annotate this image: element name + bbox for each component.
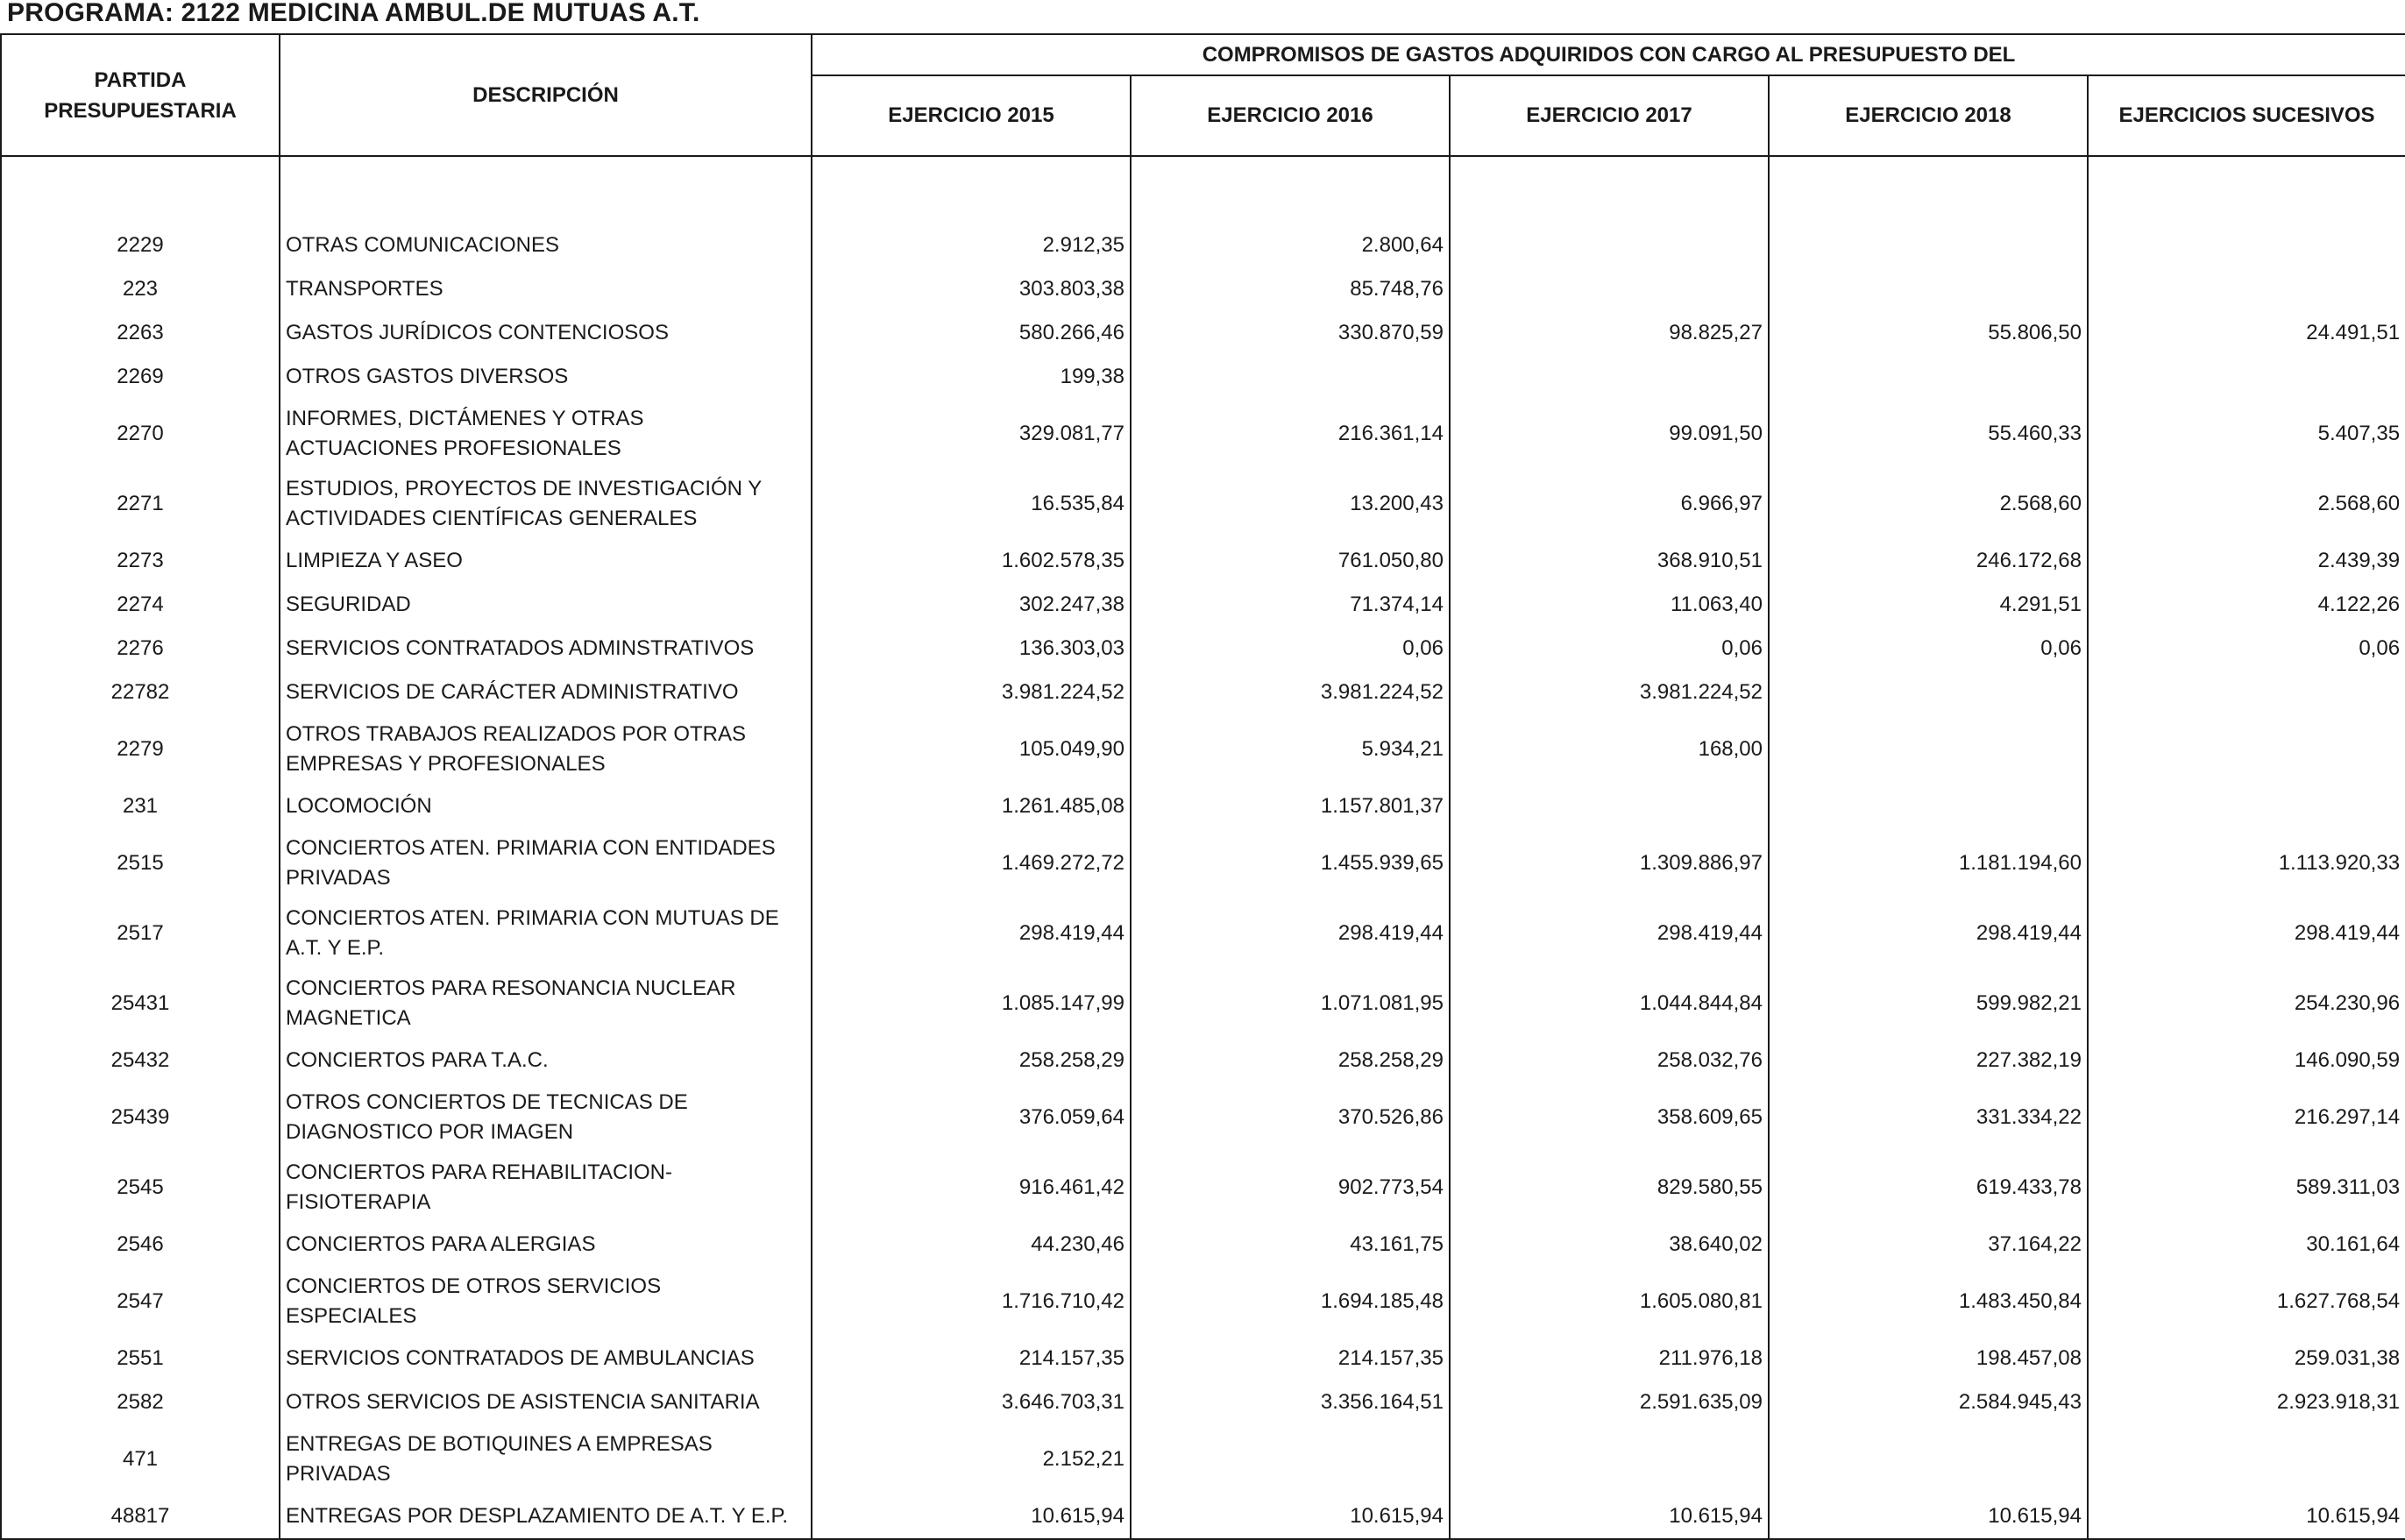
descripcion-line: EMPRESAS Y PROFESIONALES: [286, 752, 606, 776]
amount-cell-2015: 580.266,46: [812, 311, 1131, 355]
amount-cell-2017: 6.966,97: [1450, 469, 1769, 539]
partida-cell: 2582: [1, 1380, 280, 1424]
amount-cell-2017: 99.091,50: [1450, 399, 1769, 469]
amount-cell-2016: 5.934,21: [1131, 714, 1450, 784]
partida-cell: 2546: [1, 1223, 280, 1267]
amount-cell-sucesivos: 2.923.918,31: [2088, 1380, 2405, 1424]
amount-cell-sucesivos: [2088, 714, 2405, 784]
amount-cell-sucesivos: 1.113.920,33: [2088, 828, 2405, 898]
table-row: [1, 399, 2405, 469]
partida-cell: 22782: [1, 671, 280, 714]
descripcion-line: ESTUDIOS, PROYECTOS DE INVESTIGACIÓN Y: [286, 477, 763, 500]
amount-cell-2018: 10.615,94: [1769, 1494, 2088, 1539]
amount-cell-sucesivos: [2088, 671, 2405, 714]
amount-cell-2017: 2.591.635,09: [1450, 1380, 1769, 1424]
table-row: [1, 355, 2405, 399]
table-row: [1, 583, 2405, 627]
budget-commitments-table: [0, 33, 2405, 1540]
descripcion-cell: [280, 784, 812, 828]
amount-cell-2016: 330.870,59: [1131, 311, 1450, 355]
descripcion-cell: [280, 469, 812, 539]
amount-cell-2018: [1769, 355, 2088, 399]
amount-cell-sucesivos: [2088, 267, 2405, 311]
amount-cell-2018: 37.164,22: [1769, 1223, 2088, 1267]
amount-cell-2017: 368.910,51: [1450, 539, 1769, 583]
descripcion-cell: [280, 1082, 812, 1153]
amount-cell-2018: 298.419,44: [1769, 898, 2088, 969]
amount-cell-2017: [1450, 784, 1769, 828]
amount-cell-2016: 902.773,54: [1131, 1153, 1450, 1223]
amount-cell-sucesivos: 5.407,35: [2088, 399, 2405, 469]
amount-cell-2018: 331.334,22: [1769, 1082, 2088, 1153]
amount-cell-2018: [1769, 784, 2088, 828]
descripcion-cell: [280, 1424, 812, 1494]
amount-cell-2015: 258.258,29: [812, 1039, 1131, 1082]
amount-cell-2015: 2.152,21: [812, 1424, 1131, 1494]
table-row: [1, 1039, 2405, 1082]
amount-cell-sucesivos: 216.297,14: [2088, 1082, 2405, 1153]
amount-cell-2016: 258.258,29: [1131, 1039, 1450, 1082]
descripcion-line: PRIVADAS: [286, 1462, 391, 1486]
amount-cell-2016: [1131, 1424, 1450, 1494]
table-row: [1, 714, 2405, 784]
amount-cell-2015: 376.059,64: [812, 1082, 1131, 1153]
descripcion-cell: [280, 671, 812, 714]
descripcion-line: SEGURIDAD: [286, 593, 411, 616]
amount-cell-2017: 11.063,40: [1450, 583, 1769, 627]
amount-cell-sucesivos: 1.627.768,54: [2088, 1267, 2405, 1337]
table-row: [1, 224, 2405, 267]
amount-cell-2018: [1769, 1424, 2088, 1494]
descripcion-cell: [280, 355, 812, 399]
amount-cell-2016: 85.748,76: [1131, 267, 1450, 311]
descripcion-line: OTROS SERVICIOS DE ASISTENCIA SANITARIA: [286, 1390, 760, 1414]
amount-cell-2015: 1.602.578,35: [812, 539, 1131, 583]
descripcion-line: ACTUACIONES PROFESIONALES: [286, 436, 621, 460]
amount-cell-sucesivos: 298.419,44: [2088, 898, 2405, 969]
descripcion-line: ESPECIALES: [286, 1304, 417, 1328]
amount-cell-2015: 214.157,35: [812, 1337, 1131, 1380]
amount-cell-2015: 298.419,44: [812, 898, 1131, 969]
year-header-2016: EJERCICIO 2016: [1131, 75, 1450, 156]
partida-cell: 2279: [1, 714, 280, 784]
descripcion-cell: [280, 583, 812, 627]
amount-cell-2018: 2.568,60: [1769, 469, 2088, 539]
descripcion-line: CONCIERTOS DE OTROS SERVICIOS: [286, 1274, 662, 1298]
amount-cell-2017: 1.309.886,97: [1450, 828, 1769, 898]
descripcion-line: LIMPIEZA Y ASEO: [286, 549, 463, 572]
amount-cell-2015: 199,38: [812, 355, 1131, 399]
table-row: [1, 784, 2405, 828]
amount-cell-2015: 1.716.710,42: [812, 1267, 1131, 1337]
partida-column-header: [1, 34, 280, 156]
amount-cell-sucesivos: 2.568,60: [2088, 469, 2405, 539]
partida-header-line2: PRESUPUESTARIA: [44, 98, 237, 123]
amount-cell-2017: 829.580,55: [1450, 1153, 1769, 1223]
amount-cell-2018: 619.433,78: [1769, 1153, 2088, 1223]
amount-cell-2015: 10.615,94: [812, 1494, 1131, 1539]
amount-cell-2016: 1.694.185,48: [1131, 1267, 1450, 1337]
spacer-row: [1, 156, 2405, 224]
amount-cell-2017: 211.976,18: [1450, 1337, 1769, 1380]
descripcion-line: PRIVADAS: [286, 866, 391, 890]
amount-cell-2015: 303.803,38: [812, 267, 1131, 311]
descripcion-cell: [280, 714, 812, 784]
year-header-2018: EJERCICIO 2018: [1769, 75, 2088, 156]
partida-cell: 25431: [1, 969, 280, 1039]
descripcion-cell: [280, 1267, 812, 1337]
descripcion-line: ENTREGAS DE BOTIQUINES A EMPRESAS: [286, 1432, 713, 1456]
amount-cell-sucesivos: [2088, 355, 2405, 399]
partida-cell: 471: [1, 1424, 280, 1494]
descripcion-line: GASTOS JURÍDICOS CONTENCIOSOS: [286, 321, 669, 344]
descripcion-cell: [280, 267, 812, 311]
amount-cell-2016: [1131, 355, 1450, 399]
amount-cell-2015: 916.461,42: [812, 1153, 1131, 1223]
partida-cell: 2271: [1, 469, 280, 539]
descripcion-line: OTROS TRABAJOS REALIZADOS POR OTRAS: [286, 722, 746, 746]
descripcion-cell: [280, 1380, 812, 1424]
page-title: PROGRAMA: 2122 MEDICINA AMBUL.DE MUTUAS A.T.: [7, 0, 700, 27]
descripcion-line: CONCIERTOS PARA ALERGIAS: [286, 1232, 596, 1256]
partida-header-line1: PARTIDA: [94, 67, 187, 92]
amount-cell-2016: 71.374,14: [1131, 583, 1450, 627]
descripcion-line: INFORMES, DICTÁMENES Y OTRAS: [286, 407, 644, 430]
amount-cell-sucesivos: [2088, 224, 2405, 267]
descripcion-cell: [280, 1223, 812, 1267]
partida-cell: 2269: [1, 355, 280, 399]
amount-cell-2015: 1.085.147,99: [812, 969, 1131, 1039]
amount-cell-2016: 10.615,94: [1131, 1494, 1450, 1539]
descripcion-line: ACTIVIDADES CIENTÍFICAS GENERALES: [286, 507, 698, 530]
table-row: [1, 539, 2405, 583]
amount-cell-2015: 136.303,03: [812, 627, 1131, 671]
amount-cell-2016: 1.071.081,95: [1131, 969, 1450, 1039]
amount-cell-sucesivos: 24.491,51: [2088, 311, 2405, 355]
descripcion-line: SERVICIOS CONTRATADOS DE AMBULANCIAS: [286, 1346, 755, 1370]
amount-cell-2016: 370.526,86: [1131, 1082, 1450, 1153]
table-row: [1, 1267, 2405, 1337]
amount-cell-sucesivos: 254.230,96: [2088, 969, 2405, 1039]
amount-cell-sucesivos: [2088, 784, 2405, 828]
amount-cell-sucesivos: 4.122,26: [2088, 583, 2405, 627]
amount-cell-2015: 2.912,35: [812, 224, 1131, 267]
amount-cell-2015: 3.981.224,52: [812, 671, 1131, 714]
amount-cell-2016: 3.356.164,51: [1131, 1380, 1450, 1424]
descripcion-line: OTROS GASTOS DIVERSOS: [286, 365, 569, 388]
descripcion-cell: [280, 539, 812, 583]
amount-cell-2016: 1.455.939,65: [1131, 828, 1450, 898]
table-row: [1, 311, 2405, 355]
descripcion-cell: [280, 311, 812, 355]
amount-cell-2015: 1.469.272,72: [812, 828, 1131, 898]
partida-cell: 2270: [1, 399, 280, 469]
table-row: [1, 1153, 2405, 1223]
amount-cell-2015: 3.646.703,31: [812, 1380, 1131, 1424]
table-row: [1, 898, 2405, 969]
amount-cell-2017: 3.981.224,52: [1450, 671, 1769, 714]
amount-cell-2016: 3.981.224,52: [1131, 671, 1450, 714]
amount-cell-2015: 329.081,77: [812, 399, 1131, 469]
table-row: [1, 1424, 2405, 1494]
amount-cell-2017: [1450, 355, 1769, 399]
descripcion-cell: [280, 828, 812, 898]
partida-cell: 2273: [1, 539, 280, 583]
amount-cell-2017: 258.032,76: [1450, 1039, 1769, 1082]
amount-cell-2017: 298.419,44: [1450, 898, 1769, 969]
amount-cell-sucesivos: 259.031,38: [2088, 1337, 2405, 1380]
amount-cell-2018: 198.457,08: [1769, 1337, 2088, 1380]
amount-cell-2017: 358.609,65: [1450, 1082, 1769, 1153]
descripcion-line: CONCIERTOS PARA REHABILITACION-: [286, 1160, 672, 1184]
amount-cell-2018: [1769, 714, 2088, 784]
amount-cell-2017: 1.044.844,84: [1450, 969, 1769, 1039]
amount-cell-2015: 302.247,38: [812, 583, 1131, 627]
amount-cell-2017: [1450, 267, 1769, 311]
amount-cell-2017: [1450, 1424, 1769, 1494]
amount-cell-2015: 1.261.485,08: [812, 784, 1131, 828]
partida-cell: 2515: [1, 828, 280, 898]
descripcion-column-header: DESCRIPCIÓN: [280, 34, 812, 156]
partida-cell: 48817: [1, 1494, 280, 1539]
amount-cell-2018: [1769, 671, 2088, 714]
partida-cell: 2274: [1, 583, 280, 627]
table-row: [1, 1337, 2405, 1380]
descripcion-line: CONCIERTOS ATEN. PRIMARIA CON ENTIDADES: [286, 836, 776, 860]
amount-cell-2015: 44.230,46: [812, 1223, 1131, 1267]
amount-cell-2018: [1769, 224, 2088, 267]
year-header-sucesivos: EJERCICIOS SUCESIVOS: [2088, 75, 2405, 156]
table-row: [1, 627, 2405, 671]
amount-cell-sucesivos: 2.439,39: [2088, 539, 2405, 583]
amount-cell-2018: 1.483.450,84: [1769, 1267, 2088, 1337]
amount-cell-sucesivos: 589.311,03: [2088, 1153, 2405, 1223]
amount-cell-2015: 105.049,90: [812, 714, 1131, 784]
partida-cell: 223: [1, 267, 280, 311]
descripcion-line: OTROS CONCIERTOS DE TECNICAS DE: [286, 1090, 688, 1114]
amount-cell-2017: 10.615,94: [1450, 1494, 1769, 1539]
amount-cell-2017: 38.640,02: [1450, 1223, 1769, 1267]
amount-cell-2018: 0,06: [1769, 627, 2088, 671]
descripcion-line: FISIOTERAPIA: [286, 1190, 431, 1214]
table-row: [1, 969, 2405, 1039]
amount-cell-2018: 1.181.194,60: [1769, 828, 2088, 898]
amount-cell-2018: 246.172,68: [1769, 539, 2088, 583]
table-row: [1, 828, 2405, 898]
partida-cell: 2263: [1, 311, 280, 355]
table-row: [1, 1223, 2405, 1267]
amount-cell-2017: 1.605.080,81: [1450, 1267, 1769, 1337]
descripcion-cell: [280, 399, 812, 469]
table-row: [1, 267, 2405, 311]
table-row: [1, 1494, 2405, 1539]
amount-cell-sucesivos: [2088, 1424, 2405, 1494]
year-header-2015: EJERCICIO 2015: [812, 75, 1131, 156]
amount-cell-sucesivos: 146.090,59: [2088, 1039, 2405, 1082]
amount-cell-2018: 55.806,50: [1769, 311, 2088, 355]
partida-cell: 2547: [1, 1267, 280, 1337]
descripcion-cell: [280, 1153, 812, 1223]
descripcion-line: CONCIERTOS ATEN. PRIMARIA CON MUTUAS DE: [286, 906, 779, 930]
partida-cell: 2551: [1, 1337, 280, 1380]
descripcion-line: MAGNETICA: [286, 1006, 411, 1030]
descripcion-line: SERVICIOS DE CARÁCTER ADMINISTRATIVO: [286, 680, 739, 704]
amount-cell-2016: 0,06: [1131, 627, 1450, 671]
descripcion-line: CONCIERTOS PARA T.A.C.: [286, 1048, 549, 1072]
table-row: [1, 671, 2405, 714]
partida-cell: 2517: [1, 898, 280, 969]
descripcion-line: DIAGNOSTICO POR IMAGEN: [286, 1120, 574, 1144]
partida-cell: 2276: [1, 627, 280, 671]
amount-cell-sucesivos: 30.161,64: [2088, 1223, 2405, 1267]
descripcion-cell: [280, 969, 812, 1039]
descripcion-cell: [280, 1039, 812, 1082]
partida-cell: 25432: [1, 1039, 280, 1082]
amount-cell-2016: 13.200,43: [1131, 469, 1450, 539]
amount-cell-2018: 227.382,19: [1769, 1039, 2088, 1082]
amount-cell-2016: 216.361,14: [1131, 399, 1450, 469]
amount-cell-2016: 1.157.801,37: [1131, 784, 1450, 828]
amount-cell-2016: 2.800,64: [1131, 224, 1450, 267]
amount-cell-2016: 214.157,35: [1131, 1337, 1450, 1380]
descripcion-cell: [280, 1494, 812, 1539]
table-row: [1, 1082, 2405, 1153]
descripcion-cell: [280, 898, 812, 969]
descripcion-cell: [280, 224, 812, 267]
descripcion-line: A.T. Y E.P.: [286, 936, 385, 960]
amount-cell-2017: 98.825,27: [1450, 311, 1769, 355]
amount-cell-2017: [1450, 224, 1769, 267]
amount-cell-2018: 4.291,51: [1769, 583, 2088, 627]
amount-cell-2017: 168,00: [1450, 714, 1769, 784]
amount-cell-2016: 761.050,80: [1131, 539, 1450, 583]
amount-cell-2018: 2.584.945,43: [1769, 1380, 2088, 1424]
amount-cell-sucesivos: 0,06: [2088, 627, 2405, 671]
partida-cell: 231: [1, 784, 280, 828]
partida-cell: 25439: [1, 1082, 280, 1153]
descripcion-cell: [280, 627, 812, 671]
year-header-2017: EJERCICIO 2017: [1450, 75, 1769, 156]
amount-cell-sucesivos: 10.615,94: [2088, 1494, 2405, 1539]
compromisos-group-header: COMPROMISOS DE GASTOS ADQUIRIDOS CON CARGO AL PRESUPUESTO DEL: [812, 34, 2405, 75]
descripcion-line: LOCOMOCIÓN: [286, 794, 432, 818]
descripcion-line: TRANSPORTES: [286, 277, 443, 301]
table-body: [1, 156, 2405, 1539]
table-row: [1, 469, 2405, 539]
amount-cell-2018: 55.460,33: [1769, 399, 2088, 469]
amount-cell-2016: 298.419,44: [1131, 898, 1450, 969]
partida-cell: 2545: [1, 1153, 280, 1223]
amount-cell-2015: 16.535,84: [812, 469, 1131, 539]
descripcion-line: CONCIERTOS PARA RESONANCIA NUCLEAR: [286, 976, 736, 1000]
amount-cell-2018: [1769, 267, 2088, 311]
descripcion-cell: [280, 1337, 812, 1380]
amount-cell-2017: 0,06: [1450, 627, 1769, 671]
descripcion-line: ENTREGAS POR DESPLAZAMIENTO DE A.T. Y E.P.: [286, 1504, 789, 1528]
table-row: [1, 1380, 2405, 1424]
partida-cell: 2229: [1, 224, 280, 267]
descripcion-line: OTRAS COMUNICACIONES: [286, 233, 560, 257]
descripcion-line: SERVICIOS CONTRATADOS ADMINSTRATIVOS: [286, 636, 755, 660]
amount-cell-2016: 43.161,75: [1131, 1223, 1450, 1267]
amount-cell-2018: 599.982,21: [1769, 969, 2088, 1039]
header-row-top: [1, 34, 2405, 75]
